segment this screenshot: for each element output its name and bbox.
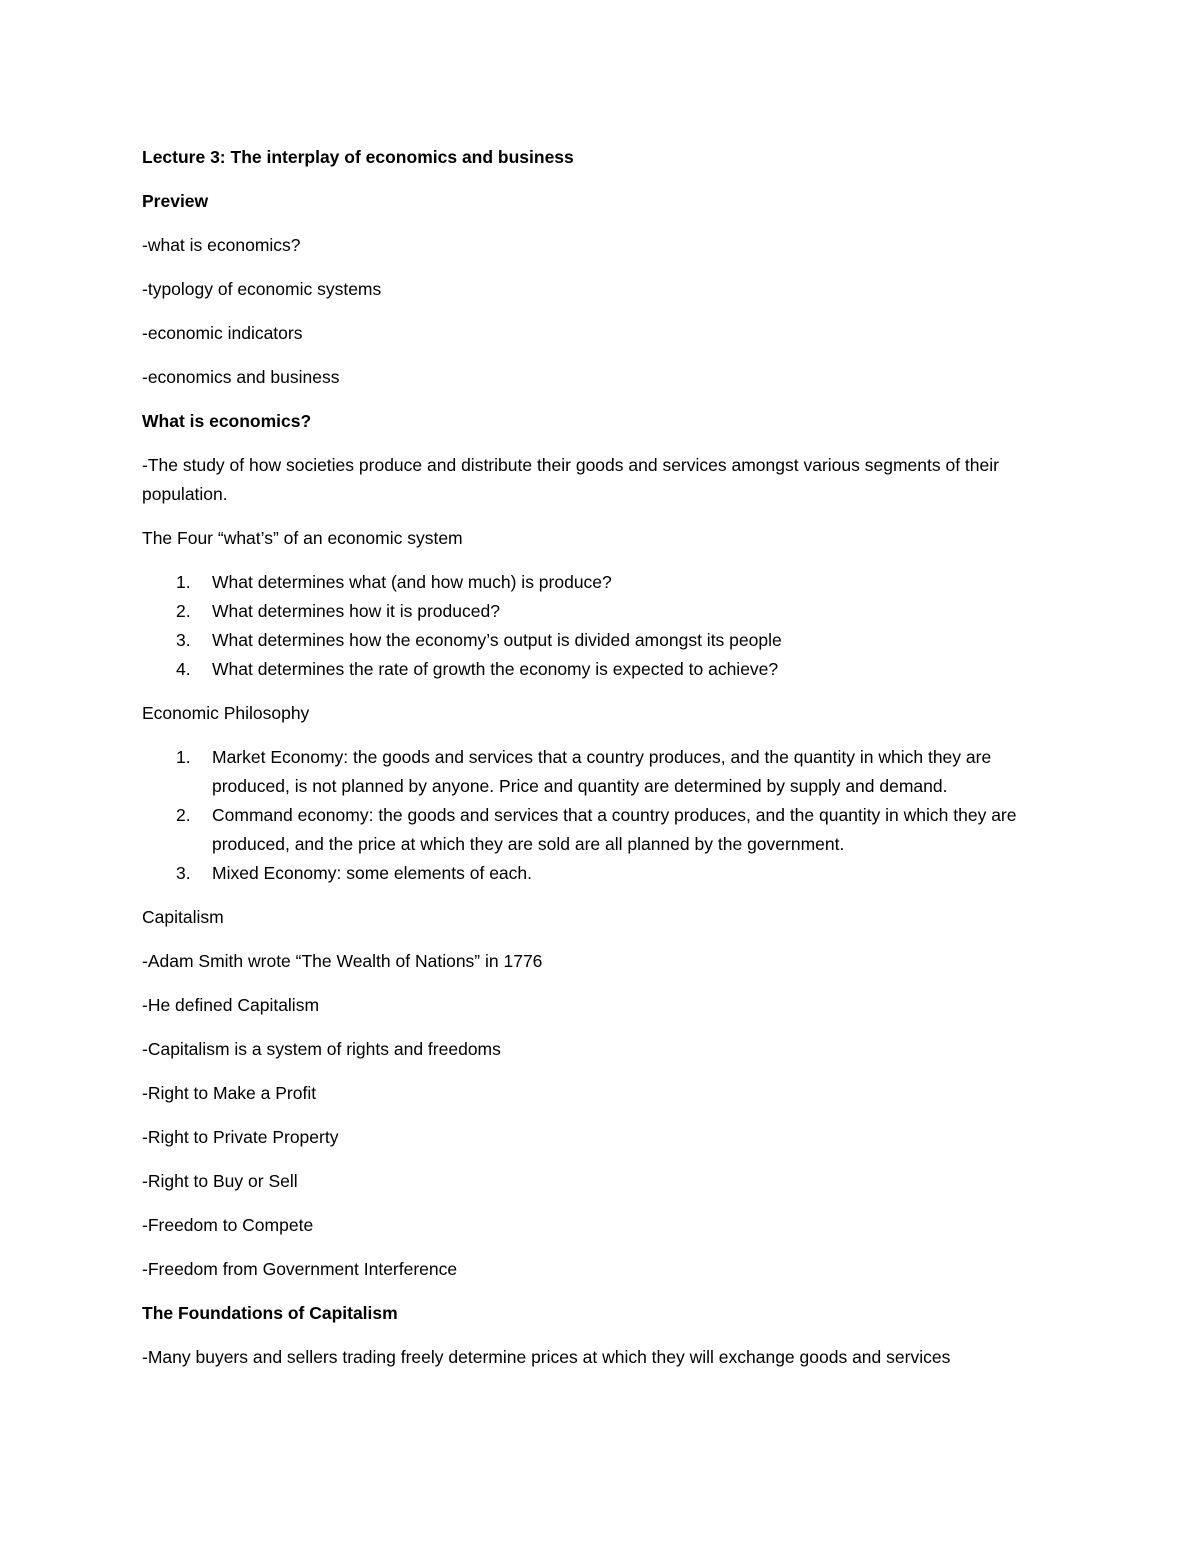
capitalism-item: -Adam Smith wrote “The Wealth of Nations” in 1776 (142, 951, 543, 971)
philosophy-heading: Economic Philosophy (142, 703, 310, 723)
list-item-text: What determines the rate of growth the economy is expected to achieve? (212, 659, 779, 679)
philosophy-list (142, 743, 1052, 888)
preview-item: -typology of economic systems (142, 279, 382, 299)
list-number: 1. (176, 572, 191, 592)
capitalism-item: -Capitalism is a system of rights and freedoms (142, 1039, 501, 1059)
list-item (142, 801, 1052, 859)
list-item-text: What determines what (and how much) is produce? (212, 572, 612, 592)
economics-definition: -The study of how societies produce and distribute their goods and services amongst various segments of their population. (142, 455, 999, 504)
four-whats-intro: The Four “what’s” of an economic system (142, 528, 463, 548)
list-number: 1. (176, 747, 191, 767)
capitalism-item: -He defined Capitalism (142, 995, 320, 1015)
four-whats-list (142, 568, 1052, 684)
capitalism-item: -Right to Make a Profit (142, 1083, 317, 1103)
list-item (142, 859, 1052, 888)
list-number: 2. (176, 805, 191, 825)
list-number: 2. (176, 601, 191, 621)
list-item-text: What determines how it is produced? (212, 601, 500, 621)
capitalism-item: -Freedom to Compete (142, 1215, 314, 1235)
preview-item: -what is economics? (142, 235, 301, 255)
capitalism-item: -Right to Buy or Sell (142, 1171, 298, 1191)
section-heading-what-is-economics: What is economics? (142, 411, 312, 431)
list-item-text: Command economy: the goods and services that a country produces, and the quantity in which they are produced, and the price at which they are sold are all planned by the government. (212, 805, 1017, 854)
preview-heading: Preview (142, 191, 209, 211)
foundations-text: -Many buyers and sellers trading freely determine prices at which they will exchange goods and services (142, 1347, 951, 1367)
list-item-text: What determines how the economy’s output is divided amongst its people (212, 630, 782, 650)
list-item (142, 743, 1052, 801)
list-item (142, 626, 1052, 655)
list-number: 3. (176, 630, 191, 650)
capitalism-item: -Freedom from Government Interference (142, 1259, 458, 1279)
lecture-title: Lecture 3: The interplay of economics and business (142, 147, 574, 167)
document-body (142, 143, 1052, 1387)
list-item (142, 568, 1052, 597)
list-number: 4. (176, 659, 191, 679)
preview-item: -economic indicators (142, 323, 303, 343)
list-item-text: Market Economy: the goods and services that a country produces, and the quantity in which they are produced, is not planned by anyone. Price and quantity are determined by supply and demand. (212, 747, 992, 796)
capitalism-heading: Capitalism (142, 907, 224, 927)
list-item (142, 655, 1052, 684)
foundations-heading: The Foundations of Capitalism (142, 1303, 398, 1323)
list-number: 3. (176, 863, 191, 883)
list-item (142, 597, 1052, 626)
list-item-text: Mixed Economy: some elements of each. (212, 863, 533, 883)
capitalism-item: -Right to Private Property (142, 1127, 339, 1147)
preview-item: -economics and business (142, 367, 340, 387)
